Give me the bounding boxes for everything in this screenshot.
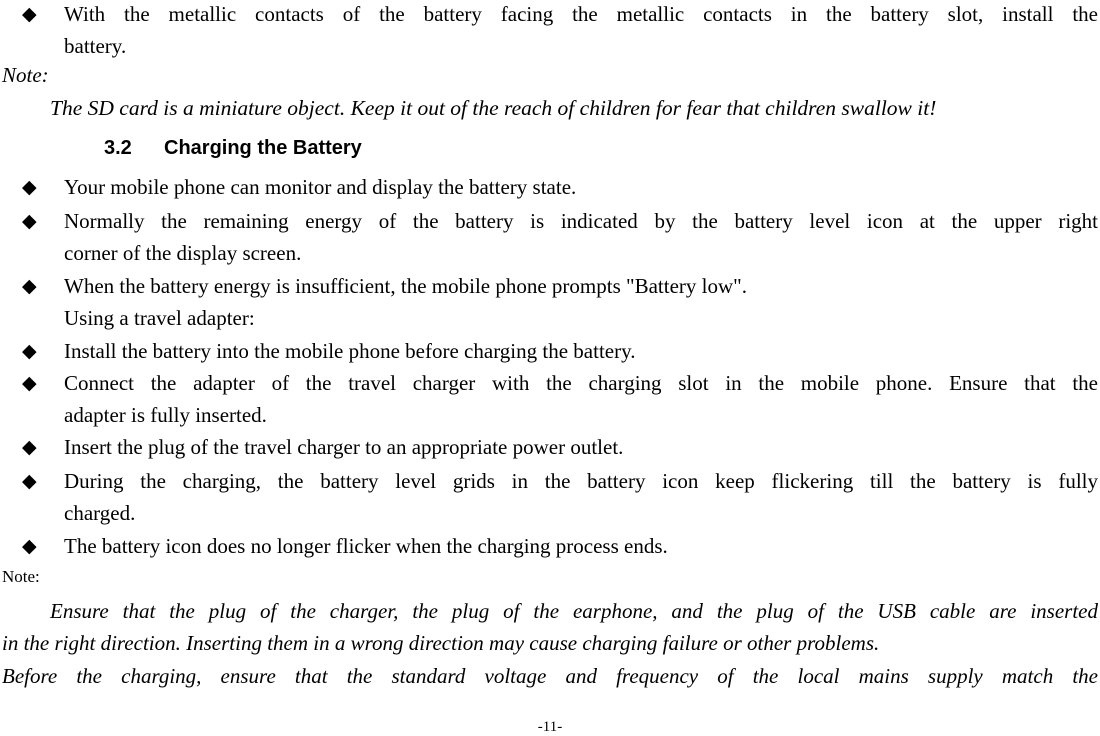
list-item-text-line: Connect the adapter of the travel charger with the charging slot in the mobile phone. Ensure that the [64, 371, 1098, 395]
travel-adapter-label: Using a travel adapter: [64, 306, 255, 330]
note-label: Note: [2, 567, 40, 586]
diamond-bullet-icon: ◆ [22, 535, 37, 557]
list-item-text-line: The battery icon does no longer flicker when the charging process ends. [64, 534, 668, 558]
list-item [0, 205, 1100, 269]
note-text-line: Ensure that the plug of the charger, the plug of the earphone, and the plug of the USB cable are inserted [50, 599, 1098, 623]
list-item [0, 530, 1100, 562]
note-label: Note: [2, 63, 49, 87]
list-item-text-line: Install the battery into the mobile phone before charging the battery. [64, 339, 636, 363]
list-item-text-line: When the battery energy is insufficient, the mobile phone prompts "Battery low". [64, 274, 747, 298]
list-item-text-line: charged. [64, 501, 136, 525]
list-item [0, 0, 1100, 62]
diamond-bullet-icon: ◆ [22, 436, 37, 458]
list-item [0, 270, 1100, 302]
note-text-line: in the right direction. Inserting them in a wrong direction may cause charging failure or other problems. [2, 631, 880, 655]
section-title: Charging the Battery [164, 137, 362, 159]
list-item-text-line: corner of the display screen. [64, 241, 302, 265]
page-number: -11- [537, 719, 563, 735]
list-item [0, 465, 1100, 529]
diamond-bullet-icon: ◆ [22, 470, 37, 492]
list-item-text-line: With the metallic contacts of the battery facing the metallic contacts in the battery slot, install the [64, 2, 1098, 26]
list-item-text-line: battery. [64, 34, 127, 58]
list-item [0, 367, 1100, 431]
diamond-bullet-icon: ◆ [22, 3, 37, 25]
list-item [0, 171, 1100, 203]
list-item [0, 335, 1100, 367]
note-text: The SD card is a miniature object. Keep it out of the reach of children for fear that children swallow it! [50, 96, 937, 120]
list-item-text-line: Your mobile phone can monitor and display the battery state. [64, 175, 577, 199]
section-heading [104, 133, 362, 163]
list-item-text-line: During the charging, the battery level grids in the battery icon keep flickering till the battery is fully [64, 469, 1098, 493]
list-item-text-line: adapter is fully inserted. [64, 403, 267, 427]
diamond-bullet-icon: ◆ [22, 275, 37, 297]
list-item-text-line: Normally the remaining energy of the battery is indicated by the battery level icon at the upper right [64, 209, 1098, 233]
list-item [0, 431, 1100, 463]
section-number: 3.2 [104, 137, 132, 159]
diamond-bullet-icon: ◆ [22, 176, 37, 198]
diamond-bullet-icon: ◆ [22, 210, 37, 232]
list-item-text-line: Insert the plug of the travel charger to an appropriate power outlet. [64, 435, 624, 459]
diamond-bullet-icon: ◆ [22, 372, 37, 394]
diamond-bullet-icon: ◆ [22, 340, 37, 362]
note-text-line: Before the charging, ensure that the standard voltage and frequency of the local mains supply match the [2, 664, 1098, 688]
